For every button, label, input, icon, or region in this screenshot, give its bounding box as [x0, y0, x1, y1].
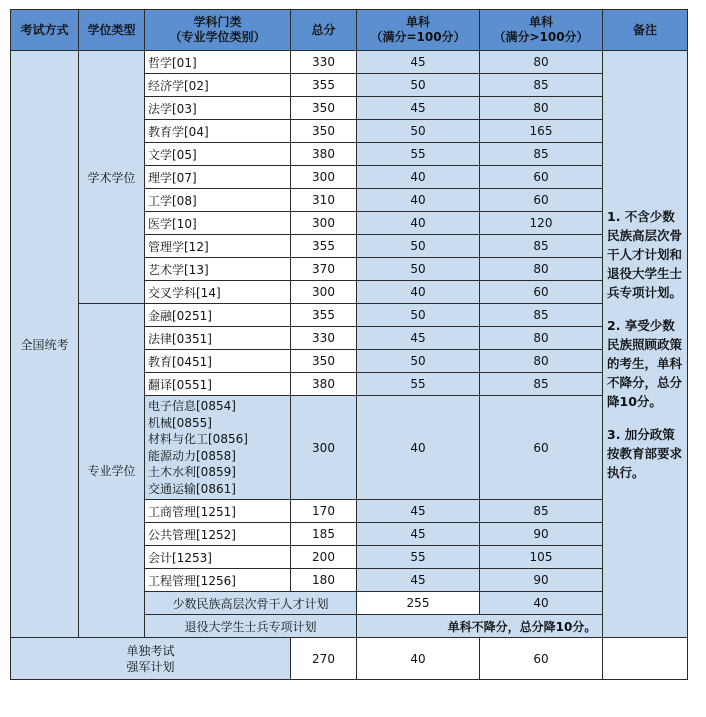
- total-cell: 185: [291, 523, 357, 546]
- separate-exam-line1: 单独考试: [126, 643, 175, 658]
- single-100-cell: 40: [357, 166, 480, 189]
- remark-note-3: 3. 加分政策按教育部要求执行。: [607, 426, 683, 480]
- exam-method-national: 全国统考: [11, 51, 79, 638]
- single-over-100-cell: 165: [480, 120, 603, 143]
- single-over-100-cell: 60: [480, 396, 603, 500]
- header-remarks: 备注: [603, 10, 688, 51]
- single-100-cell: 45: [357, 500, 480, 523]
- single-over-100-cell: 60: [480, 281, 603, 304]
- degree-academic: 学术学位: [79, 51, 145, 304]
- subject-line: 土木水利[0859]: [148, 465, 236, 479]
- subject-cell: 法学[03]: [145, 97, 291, 120]
- subject-cell: 理学[07]: [145, 166, 291, 189]
- single-100-cell: 50: [357, 350, 480, 373]
- single-100-cell: 45: [357, 569, 480, 592]
- total-cell: 350: [291, 350, 357, 373]
- single-over-100-cell: 105: [480, 546, 603, 569]
- single-over-100-cell: 85: [480, 304, 603, 327]
- subject-cell: 艺术学[13]: [145, 258, 291, 281]
- single-100-cell: 45: [357, 97, 480, 120]
- total-cell: 255: [357, 592, 480, 615]
- subject-cell: 哲学[01]: [145, 51, 291, 74]
- single-over-100-cell: 80: [480, 97, 603, 120]
- degree-professional: 专业学位: [79, 304, 145, 638]
- single-100-cell: 55: [357, 546, 480, 569]
- subject-line: 能源动力[0858]: [148, 448, 236, 463]
- total-cell: 270: [291, 638, 357, 680]
- single-100-cell: 40: [357, 281, 480, 304]
- single-100-cell: 45: [357, 51, 480, 74]
- separate-exam-label: [11, 638, 291, 680]
- veteran-plan-label: 退役大学生士兵专项计划: [145, 615, 357, 638]
- remark-note-1: 1. 不含少数民族高层次骨干人才计划和退役大学生士兵专项计划。: [607, 208, 683, 300]
- score-table-container: [10, 9, 688, 680]
- subject-cell: 公共管理[1252]: [145, 523, 291, 546]
- single-100-cell: 40: [357, 212, 480, 235]
- total-cell: 300: [291, 396, 357, 500]
- subject-cell: 翻译[0551]: [145, 373, 291, 396]
- header-row: [11, 10, 688, 51]
- single-over-100-cell: 80: [480, 327, 603, 350]
- total-cell: 355: [291, 74, 357, 97]
- single-100-cell: 40: [480, 592, 603, 615]
- header-single-100-line2: （满分=100分）: [370, 30, 466, 44]
- subject-line: 机械[0855]: [148, 415, 212, 430]
- single-100-cell: 40: [357, 189, 480, 212]
- subject-line: 电子信息[0854]: [148, 399, 236, 413]
- header-exam-method: 考试方式: [11, 10, 79, 51]
- single-over-100-cell: 90: [480, 523, 603, 546]
- remark-note-2: 2. 享受少数民族照顾政策的考生，单科不降分，总分降10分。: [607, 317, 683, 409]
- subject-cell: 交叉学科[14]: [145, 281, 291, 304]
- total-cell: 300: [291, 281, 357, 304]
- header-single-100-line1: 单科: [405, 15, 430, 29]
- single-over-100-cell: 85: [480, 500, 603, 523]
- total-cell: 200: [291, 546, 357, 569]
- total-cell: 380: [291, 373, 357, 396]
- single-over-100-cell: 85: [480, 74, 603, 97]
- total-cell: 380: [291, 143, 357, 166]
- total-cell: 310: [291, 189, 357, 212]
- single-over-100-cell: 85: [480, 373, 603, 396]
- table-row-separate-exam: [11, 638, 688, 680]
- total-cell: 370: [291, 258, 357, 281]
- subject-cell: 文学[05]: [145, 143, 291, 166]
- total-cell: 355: [291, 304, 357, 327]
- subject-line: 材料与化工[0856]: [148, 432, 248, 446]
- header-degree-type: 学位类型: [79, 10, 145, 51]
- header-single-over-100-line2: （满分>100分）: [493, 30, 589, 44]
- single-100-cell: 45: [357, 523, 480, 546]
- single-over-100-cell: 60: [480, 189, 603, 212]
- subject-cell: 经济学[02]: [145, 74, 291, 97]
- single-over-100-cell: 60: [480, 166, 603, 189]
- single-100-cell: 55: [357, 143, 480, 166]
- total-cell: 350: [291, 120, 357, 143]
- subject-cell: 金融[0251]: [145, 304, 291, 327]
- subject-cell: 法律[0351]: [145, 327, 291, 350]
- single-over-100-cell: 85: [480, 235, 603, 258]
- single-100-cell: 40: [357, 396, 480, 500]
- header-total: 总分: [291, 10, 357, 51]
- header-single-100: [357, 10, 480, 51]
- single-over-100-cell: 120: [480, 212, 603, 235]
- single-100-cell: 40: [357, 638, 480, 680]
- single-100-cell: 50: [357, 304, 480, 327]
- total-cell: 180: [291, 569, 357, 592]
- single-over-100-cell: 60: [480, 638, 603, 680]
- total-cell: 300: [291, 212, 357, 235]
- remarks-notes: [603, 51, 688, 638]
- subject-cell: 工商管理[1251]: [145, 500, 291, 523]
- separate-exam-line2: 强军计划: [126, 659, 175, 674]
- header-subject: [145, 10, 291, 51]
- header-subject-line1: 学科门类: [193, 15, 242, 29]
- header-single-over-100-line1: 单科: [528, 15, 553, 29]
- single-over-100-cell: 85: [480, 143, 603, 166]
- single-100-cell: 55: [357, 373, 480, 396]
- remarks-empty-cell: [603, 638, 688, 680]
- total-cell: 350: [291, 97, 357, 120]
- single-over-100-cell: 80: [480, 51, 603, 74]
- total-cell: 355: [291, 235, 357, 258]
- subject-cell: 教育[0451]: [145, 350, 291, 373]
- single-100-cell: 50: [357, 120, 480, 143]
- subject-cell: 会计[1253]: [145, 546, 291, 569]
- subject-line: 交通运输[0861]: [148, 481, 236, 496]
- total-cell: 330: [291, 51, 357, 74]
- single-over-100-cell: 80: [480, 350, 603, 373]
- veteran-plan-policy: 单科不降分，总分降10分。: [357, 615, 688, 638]
- score-table: [10, 9, 688, 680]
- engineering-subjects-cell: [145, 396, 291, 500]
- total-cell: 170: [291, 500, 357, 523]
- subject-cell: 管理学[12]: [145, 235, 291, 258]
- table-row: [11, 304, 688, 327]
- header-subject-line2: （专业学位类别）: [169, 30, 266, 44]
- header-single-over-100: [480, 10, 603, 51]
- subject-cell: 工学[08]: [145, 189, 291, 212]
- table-row: [11, 51, 688, 74]
- single-over-100-cell: 90: [480, 569, 603, 592]
- minority-plan-label: 少数民族高层次骨干人才计划: [145, 592, 357, 615]
- subject-cell: 医学[10]: [145, 212, 291, 235]
- subject-cell: 教育学[04]: [145, 120, 291, 143]
- single-over-100-cell: 80: [480, 258, 603, 281]
- single-100-cell: 50: [357, 74, 480, 97]
- single-100-cell: 50: [357, 235, 480, 258]
- total-cell: 330: [291, 327, 357, 350]
- single-100-cell: 45: [357, 327, 480, 350]
- total-cell: 300: [291, 166, 357, 189]
- single-100-cell: 50: [357, 258, 480, 281]
- subject-cell: 工程管理[1256]: [145, 569, 291, 592]
